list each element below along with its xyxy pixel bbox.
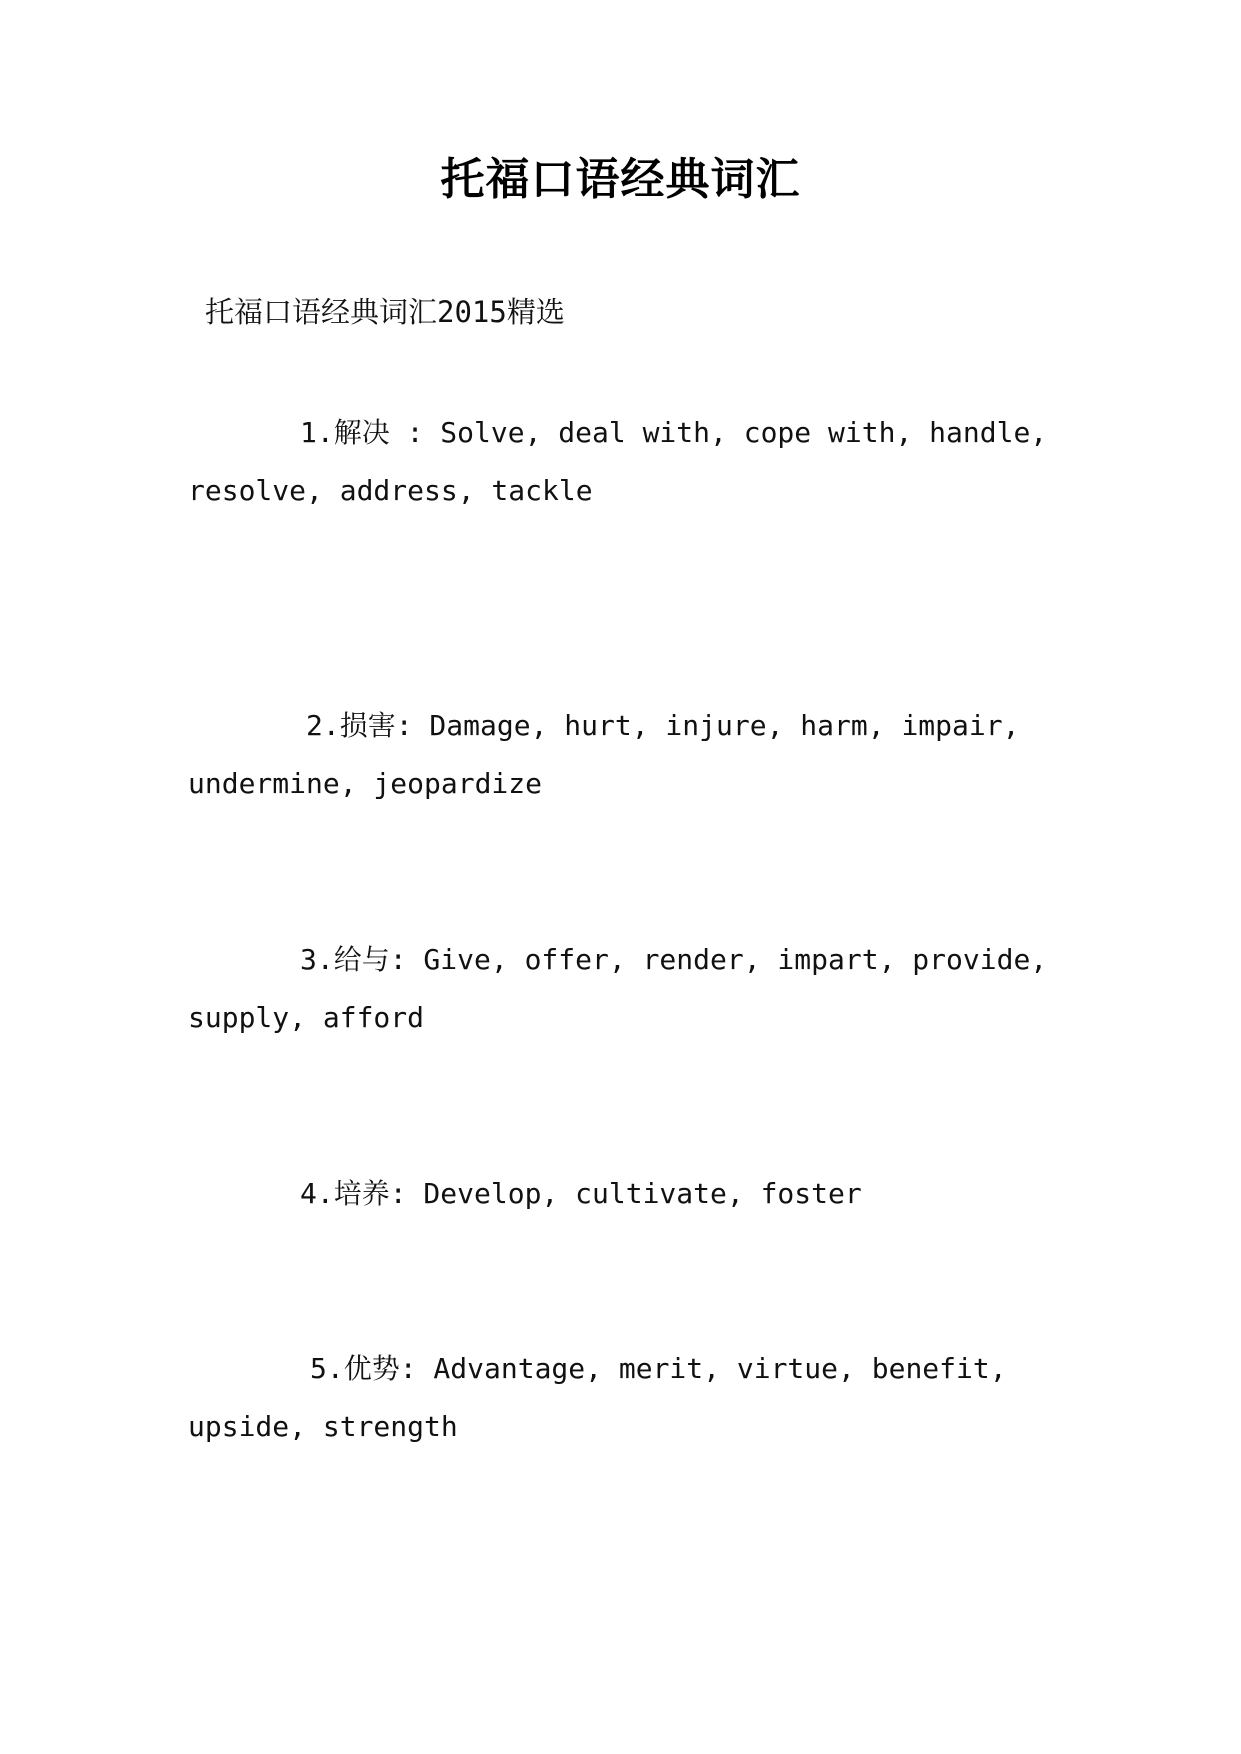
vocab-entry-line: supply, afford [188, 1001, 425, 1034]
vocab-entry-line: undermine, jeopardize [188, 767, 543, 800]
vocab-entry-line: 5.优势: Advantage, merit, virtue, benefit, [310, 1352, 1007, 1385]
vocab-entry-line: 4.培养: Develop, cultivate, foster [300, 1177, 862, 1210]
document-subtitle: 托福口语经典词汇2015精选 [205, 295, 565, 329]
vocab-entry-line: 2.损害: Damage, hurt, injure, harm, impair, [306, 709, 1020, 742]
vocab-entry-line: upside, strength [188, 1410, 458, 1443]
vocab-entry-line: 3.给与: Give, offer, render, impart, provide, [300, 943, 1048, 976]
vocab-entry-line: 1.解决 : Solve, deal with, cope with, handle, [300, 416, 1048, 449]
page-title: 托福口语经典词汇 [440, 154, 801, 205]
vocab-entry-2 [188, 697, 1048, 813]
vocab-entry-line: resolve, address, tackle [188, 474, 593, 507]
vocab-entry-3 [188, 931, 1048, 1047]
vocab-entry-4 [188, 1165, 1048, 1223]
vocab-entry-1 [188, 404, 1048, 520]
vocab-entry-5 [188, 1340, 1048, 1456]
